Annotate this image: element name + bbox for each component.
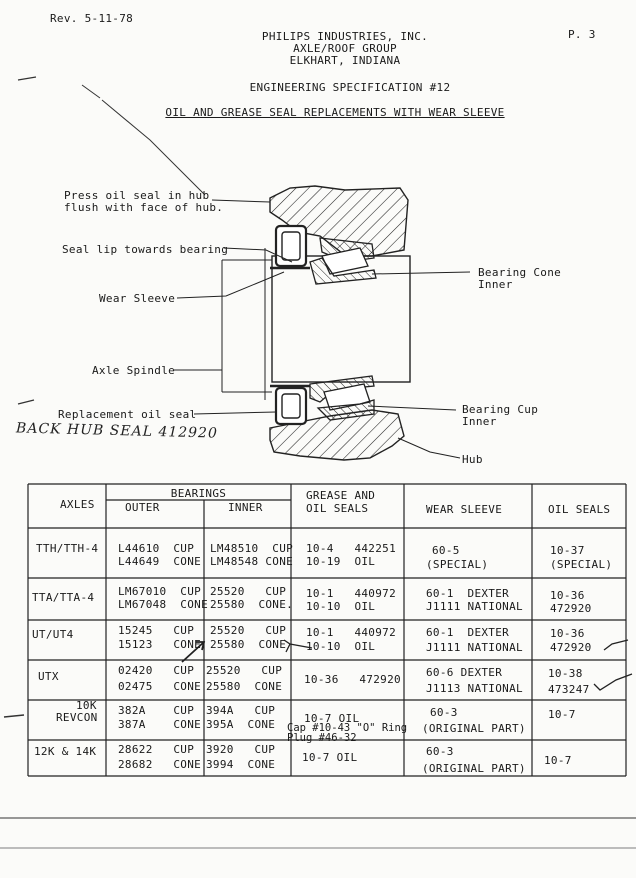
table-row-wear-sleeve: (ORIGINAL PART) (422, 722, 526, 735)
table-row-inner: 394A CUP (206, 704, 276, 717)
table-row-grease: 10-1 440972 (306, 626, 396, 639)
table-row-wear-sleeve: 60-1 DEXTER (426, 587, 510, 600)
table-row-inner: 25520 CUP (210, 624, 287, 637)
table-row-wear-sleeve: 60-3 (426, 745, 454, 758)
header-oil-seals-group: OIL SEALS (306, 502, 369, 515)
header-inner: INNER (228, 501, 263, 514)
table-row-grease: 10-1 440972 (306, 587, 396, 600)
header-bearings: BEARINGS (170, 487, 227, 500)
spec-subtitle: OIL AND GREASE SEAL REPLACEMENTS WITH WEAR SLEEVE (165, 106, 505, 119)
table-row-axle-name: REVCON (56, 711, 98, 724)
table-row-oil-seal: 10-38 (548, 667, 583, 680)
label-press-seal-flush: flush with face of hub. (64, 201, 224, 214)
revision-date: Rev. 5-11-78 (50, 12, 134, 25)
label-bearing-cup: Bearing Cup (462, 403, 539, 416)
table-row-outer: 28622 CUP (118, 743, 195, 756)
label-bearing-cone-inner: Inner (478, 278, 513, 291)
table-row-inner: 25520 CUP (210, 585, 287, 598)
table-row-oil-seal: 10-37 (550, 544, 585, 557)
label-press-seal: Press oil seal in hub (64, 189, 210, 202)
table-row-wear-sleeve: J1111 NATIONAL (426, 600, 523, 613)
table-row-grease: 10-10 OIL (306, 640, 376, 653)
spec-title: ENGINEERING SPECIFICATION #12 (249, 81, 451, 94)
table-row-oil-seal: 473247 (548, 683, 590, 696)
table-row-grease: 10-10 OIL (306, 600, 376, 613)
table-row-wear-sleeve: (SPECIAL) (426, 558, 489, 571)
table-row-inner: 3994 CONE (206, 758, 276, 771)
handwritten-back-hub-note: BACK HUB SEAL 412920 (15, 420, 219, 442)
table-row-grease: 10-4 442251 (306, 542, 396, 555)
label-axle-spindle: Axle Spindle (92, 364, 176, 377)
label-wear-sleeve: Wear Sleeve (99, 292, 176, 305)
table-row-wear-sleeve: 60-3 (430, 706, 458, 719)
table-row-outer: 15245 CUP (118, 624, 195, 637)
table-row-oil-seal: (SPECIAL) (550, 558, 613, 571)
table-row-oil-seal: 10-36 (550, 627, 585, 640)
table-row-oil-seal: 10-7 (544, 754, 572, 767)
table-row-grease: 10-7 OIL (304, 712, 360, 725)
company-group: AXLE/ROOF GROUP (293, 42, 397, 55)
table-row-wear-sleeve: (ORIGINAL PART) (422, 762, 526, 775)
table-row-inner: LM48510 CUP (210, 542, 294, 555)
table-row-oil-seal: 10-7 (548, 708, 576, 721)
table-row-grease: 10-19 OIL (306, 555, 376, 568)
table-row-axle: UT/UT4 (32, 628, 74, 641)
table-row-axle: TTA/TTA-4 (32, 591, 95, 604)
table-row-inner: 25580 CONE (206, 680, 283, 693)
table-row-outer: 02420 CUP (118, 664, 195, 677)
table-row-outer: LM67048 CONE (118, 598, 208, 611)
label-hub: Hub (462, 453, 483, 466)
table-row-wear-sleeve: 60-6 DEXTER (426, 666, 503, 679)
table-row-wear-sleeve: J1113 NATIONAL (426, 682, 523, 695)
table-row-axle: TTH/TTH-4 (36, 542, 99, 555)
table-row-inner: 25580 CONE. (210, 598, 294, 611)
table-row-outer: L44649 CONE (118, 555, 202, 568)
header-grease: GREASE AND (306, 489, 376, 502)
table-row-oil-seal: 472920 (550, 641, 592, 654)
header-oil-seals: OIL SEALS (548, 503, 611, 516)
table-row-outer: 387A CONE (118, 718, 202, 731)
table-row-outer: 15123 CONE (118, 638, 202, 651)
table-row-wear-sleeve: 60-5 (432, 544, 460, 557)
header-axles: AXLES (60, 498, 95, 511)
company-name: PHILIPS INDUSTRIES, INC. (261, 30, 429, 43)
table-row-axle: 12K & 14K (34, 745, 97, 758)
company-location: ELKHART, INDIANA (289, 54, 401, 67)
table-row-inner: 25520 CUP (206, 664, 283, 677)
header-wear-sleeve: WEAR SLEEVE (426, 503, 503, 516)
table-row-oil-seal: 10-36 (550, 589, 585, 602)
table-row-outer: 28682 CONE (118, 758, 202, 771)
label-bearing-cone: Bearing Cone (478, 266, 562, 279)
table-row-axle: UTX (38, 670, 59, 683)
table-row-inner: 25580 CONE (210, 638, 287, 651)
table-row-inner: 3920 CUP (206, 743, 276, 756)
table-row-inner: 395A CONE (206, 718, 276, 731)
table-row-axle: 10K (76, 699, 97, 712)
table-row-outer: LM67010 CUP (118, 585, 202, 598)
table-row-wear-sleeve: J1111 NATIONAL (426, 641, 523, 654)
table-row-grease: 10-7 OIL (302, 751, 358, 764)
table-row-grease: 10-36 472920 (304, 673, 401, 686)
table-row-outer: L44610 CUP (118, 542, 195, 555)
table-row-grease-note: Cap #10-43 "O" Ring (287, 722, 408, 734)
page-number: P. 3 (568, 28, 596, 41)
label-replacement-seal: Replacement oil seal (58, 408, 197, 421)
label-seal-lip: Seal lip towards bearing (62, 243, 229, 256)
table-row-wear-sleeve: 60-1 DEXTER (426, 626, 510, 639)
table-row-outer: 382A CUP (118, 704, 195, 717)
table-row-oil-seal: 472920 (550, 602, 592, 615)
table-row-grease-note: Plug #46-32 (287, 732, 357, 744)
table-row-outer: 02475 CONE (118, 680, 202, 693)
header-outer: OUTER (125, 501, 160, 514)
label-bearing-cup-inner: Inner (462, 415, 497, 428)
table-row-inner: LM48548 CONE (210, 555, 294, 568)
checkmark-ut-icon (604, 640, 628, 650)
